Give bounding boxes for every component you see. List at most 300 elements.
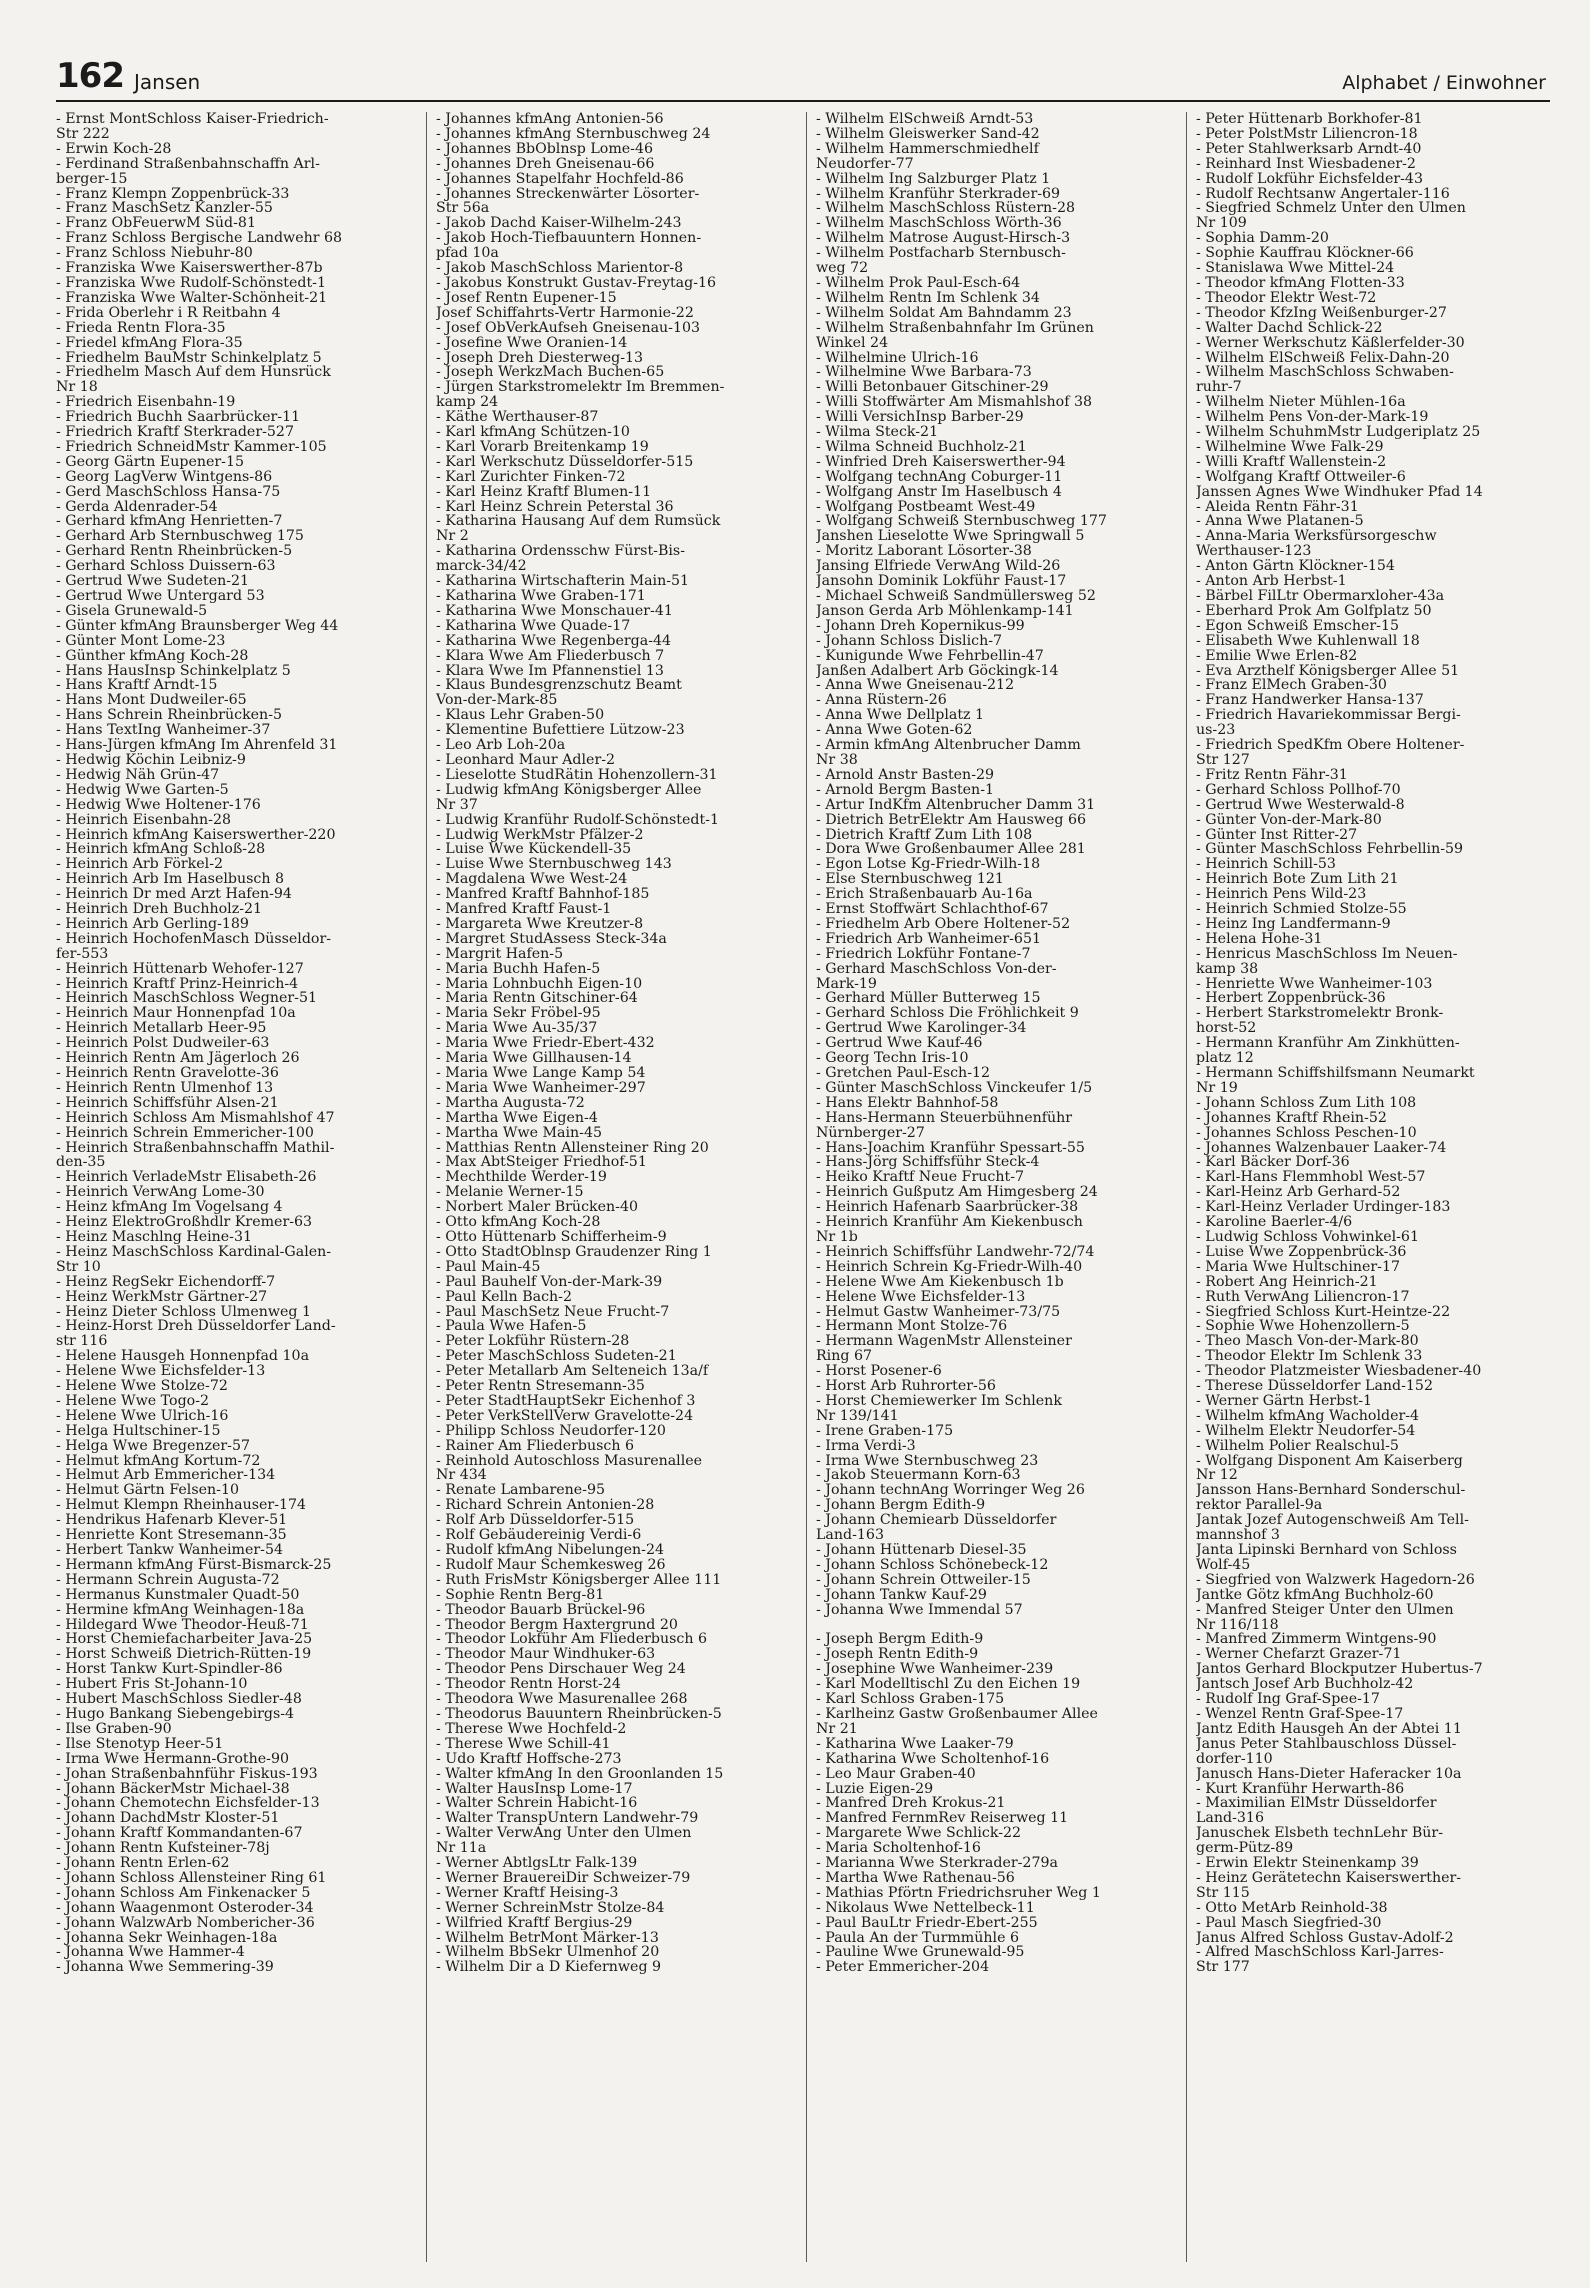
directory-entry: - Theodorus Bauuntern Rheinbrücken-5 <box>436 1706 722 1722</box>
directory-entry: - Peter StadtHauptSekr Eichenhof 3 <box>436 1393 696 1409</box>
directory-entry: - Maria Wwe Au-35/37 <box>436 1021 598 1037</box>
directory-entry: - Armin kfmAng Altenbrucher Damm <box>816 738 1081 753</box>
directory-entry: - Helene Wwe Am Kiekenbusch 1b <box>816 1274 1064 1290</box>
directory-entry: - Maria Wwe Hultschiner-17 <box>1196 1259 1401 1275</box>
directory-entry: - Winfried Dreh Kaiserswerther-94 <box>816 454 1066 470</box>
directory-entry: - Leo Maur Graben-40 <box>816 1766 976 1782</box>
directory-entry: - Manfred Dreh Krokus-21 <box>816 1796 1006 1812</box>
directory-entry: - Margret StudAssess Steck-34a <box>436 931 667 947</box>
directory-entry: - Sophie Kauffrau Klöckner-66 <box>1196 246 1414 262</box>
directory-entry: - Heinrich Schiffsführ Landwehr-72/74 <box>816 1244 1095 1260</box>
directory-entry: - Friedrich Lokführ Fontane-7 <box>816 946 1031 962</box>
directory-entry: - Anna Wwe Platanen-5 <box>1196 514 1364 530</box>
directory-entry: - Johann WalzwArb Nombericher-36 <box>56 1915 315 1931</box>
directory-entry: - Wilhelm Pens Von-der-Mark-19 <box>1196 410 1429 426</box>
directory-entry: - Willi Kraftf Wallenstein-2 <box>1196 454 1387 470</box>
directory-entry: - Wilhelm MaschSchloss Wörth-36 <box>816 216 1062 232</box>
directory-entry: - Dietrich BetrElektr Am Hausweg 66 <box>816 812 1087 828</box>
directory-entry: Wolf-45 <box>1196 1557 1251 1573</box>
directory-entry: - Ernst Stoffwärt Schlachthof-67 <box>816 902 1049 917</box>
directory-entry: - Heinrich Dreh Buchholz-21 <box>56 902 263 917</box>
directory-entry: - Helmut Gärtn Felsen-10 <box>56 1483 239 1499</box>
directory-entry: - Friedel kfmAng Flora-35 <box>56 335 243 351</box>
directory-entry: - Josef ObVerkAufseh Gneisenau-103 <box>436 320 701 336</box>
directory-entry: - Peter Lokführ Rüstern-28 <box>436 1334 630 1350</box>
directory-entry: - Johannes BbOblnsp Lome-46 <box>436 141 654 157</box>
directory-entry: - Heinrich Straßenbahnschaffn Mathil- <box>56 1140 335 1156</box>
column-divider <box>1186 112 1187 2262</box>
directory-entry: - Friedrich SchneidMstr Kammer-105 <box>56 439 327 455</box>
directory-entry: - Johann Schloss Schönebeck-12 <box>816 1557 1049 1573</box>
directory-entry: - Gretchen Paul-Esch-12 <box>816 1066 991 1081</box>
directory-entry: - Wilhelm Matrose August-Hirsch-3 <box>816 231 1071 247</box>
directory-entry: - Johann Chemiearb Düsseldorfer <box>816 1513 1057 1529</box>
directory-entry: - Sophie Wwe Hohenzollern-5 <box>1196 1319 1410 1335</box>
directory-entry: - Gerhard MaschSchloss Von-der- <box>816 961 1057 977</box>
directory-entry: - Klaus Bundesgrenzschutz Beamt <box>436 678 682 694</box>
directory-entry: - Wilhelm Dir a D Kiefernweg 9 <box>436 1960 662 1976</box>
directory-entry: - Heinrich Bote Zum Lith 21 <box>1196 872 1399 888</box>
directory-entry: - Hildegard Wwe Theodor-Heuß-71 <box>56 1617 309 1633</box>
directory-entry: - Heinrich Schiffsführ Alsen-21 <box>56 1095 279 1111</box>
directory-entry: - Wilhelm Ing Salzburger Platz 1 <box>816 171 1051 187</box>
directory-entry: - Werner BrauereiDir Schweizer-79 <box>436 1870 691 1886</box>
directory-entry: - Friedrich Buchh Saarbrücker-11 <box>56 410 301 426</box>
directory-entry: Jantak Jozef Autogenschweiß Am Tell- <box>1196 1513 1469 1529</box>
directory-entry: - Artur IndKfm Altenbrucher Damm 31 <box>816 797 1096 813</box>
directory-entry: - Heinz ElektroGroßhdlr Kremer-63 <box>56 1215 313 1230</box>
directory-entry: - Martha Wwe Main-45 <box>436 1125 603 1141</box>
directory-entry: - Friedrich SpedKfm Obere Holtener- <box>1196 738 1465 753</box>
directory-entry: - Hermann Kranführ Am Zinkhütten- <box>1196 1036 1460 1052</box>
directory-entry: - Helmut kfmAng Kortum-72 <box>56 1453 261 1469</box>
column-4 <box>1196 112 1558 2272</box>
column-2 <box>436 112 798 2272</box>
directory-entry: - Egon Lotse Kg-Friedr-Wilh-18 <box>816 857 1041 873</box>
directory-entry: - Wenzel Rentn Graf-Spee-17 <box>1196 1706 1404 1722</box>
directory-entry: - Heinrich VerladeMstr Elisabeth-26 <box>56 1170 317 1186</box>
directory-entry: - Johannes Walzenbauer Laaker-74 <box>1196 1140 1447 1156</box>
directory-entry: - Johann Schloss Dislich-7 <box>816 633 1003 649</box>
directory-entry: - Hans-Hermann Steuerbühnenführ <box>816 1110 1073 1126</box>
directory-entry: - Heinz Dieter Schloss Ulmenweg 1 <box>56 1304 312 1320</box>
directory-entry: - Josef Rentn Eupener-15 <box>436 290 617 306</box>
directory-entry: - Henriette Wwe Wanheimer-103 <box>1196 976 1433 992</box>
directory-entry: berger-15 <box>56 171 128 187</box>
directory-entry: - Rudolf Lokführ Eichsfelder-43 <box>1196 171 1423 187</box>
directory-entry: - Franz Handwerker Hansa-137 <box>1196 693 1424 709</box>
directory-entry: - Theodora Wwe Masurenallee 268 <box>436 1692 688 1707</box>
directory-entry: - Günter Von-der-Mark-80 <box>1196 812 1382 828</box>
directory-entry: - Johann Dreh Kopernikus-99 <box>816 618 1025 634</box>
directory-entry: - Friedrich Eisenbahn-19 <box>56 395 236 411</box>
directory-entry: - Maria Wwe Lange Kamp 54 <box>436 1066 646 1081</box>
directory-entry: - Luise Wwe Sternbuschweg 143 <box>436 857 672 873</box>
directory-entry: - Max AbtSteiger Friedhof-51 <box>436 1155 647 1171</box>
directory-entry: - Maria Sekr Fröbel-95 <box>436 1006 601 1022</box>
directory-entry: - Heinrich Eisenbahn-28 <box>56 812 232 828</box>
directory-entry: Nr 139/141 <box>816 1408 899 1424</box>
directory-entry: - Udo Kraftf Hoffsche-273 <box>436 1751 622 1767</box>
directory-entry: - Heinz Maschlng Heine-31 <box>56 1229 253 1245</box>
directory-entry: Jansohn Dominik Lokführ Faust-17 <box>816 574 1067 589</box>
directory-entry: - Werner Werkschutz Käßlerfelder-30 <box>1196 335 1465 351</box>
directory-entry: Str 115 <box>1196 1885 1250 1901</box>
directory-entry: - Hans-Joachim Kranführ Spessart-55 <box>816 1140 1085 1156</box>
directory-entry: - Horst Tankw Kurt-Spindler-86 <box>56 1662 283 1678</box>
directory-entry: - Gertrud Wwe Westerwald-8 <box>1196 797 1405 813</box>
directory-entry: - Anton Gärtn Klöckner-154 <box>1196 559 1395 575</box>
directory-entry: - Maria Buchh Hafen-5 <box>436 961 601 977</box>
directory-entry: fer-553 <box>56 946 109 962</box>
directory-entry: - Maximilian ElMstr Düsseldorfer <box>1196 1796 1437 1812</box>
directory-entry: - Theodor Lokführ Am Fliederbusch 6 <box>436 1632 708 1648</box>
directory-entry: - Heinrich Kraftf Prinz-Heinrich-4 <box>56 976 299 992</box>
directory-entry: Von-der-Mark-85 <box>436 693 558 709</box>
directory-entry: - Moritz Laborant Lösorter-38 <box>816 544 1032 560</box>
directory-entry: - Irma Wwe Hermann-Grothe-90 <box>56 1751 290 1767</box>
directory-entry: - Karl Schloss Graben-175 <box>816 1692 1005 1707</box>
directory-entry: - Heinrich kfmAng Kaiserswerther-220 <box>56 827 336 843</box>
directory-entry: - Helene Wwe Eichsfelder-13 <box>816 1289 1026 1305</box>
directory-entry: - Hermann Schiffshilfsmann Neumarkt <box>1196 1066 1475 1081</box>
directory-entry: - Wilhelm MaschSchloss Schwaben- <box>1196 365 1454 381</box>
directory-entry: - Gerhard Arb Sternbuschweg 175 <box>56 529 304 545</box>
directory-entry: - Gerda Aldenrader-54 <box>56 499 218 515</box>
directory-entry: Nr 2 <box>436 529 469 545</box>
directory-entry: - Johann Schrein Ottweiler-15 <box>816 1572 1031 1588</box>
directory-entry: - Wolfgang technAng Coburger-11 <box>816 469 1063 485</box>
directory-entry: - Horst Arb Ruhrorter-56 <box>816 1379 996 1394</box>
directory-entry: - Gerhard Schloss Duissern-63 <box>56 559 276 575</box>
directory-entry: pfad 10a <box>436 246 499 262</box>
directory-entry: - Karl-Heinz Arb Gerhard-52 <box>1196 1185 1401 1201</box>
directory-entry: - Gerhard Rentn Rheinbrücken-5 <box>56 544 293 560</box>
directory-entry: - Hugo Bankang Siebengebirgs-4 <box>56 1706 295 1722</box>
directory-entry: - Georg Gärtn Eupener-15 <box>56 454 245 470</box>
directory-entry: - Anna Rüstern-26 <box>816 693 947 709</box>
directory-entry: - Hermann Schrein Augusta-72 <box>56 1572 280 1588</box>
directory-entry: - Wilhelm Straßenbahnfahr Im Grünen <box>816 320 1094 336</box>
directory-entry: - Katharina Wwe Quade-17 <box>436 618 631 634</box>
directory-entry: - Georg Techn Iris-10 <box>816 1051 969 1066</box>
directory-entry: - Theodor Elektr Im Schlenk 33 <box>1196 1349 1423 1365</box>
directory-entry: - Klara Wwe Im Pfannenstiel 13 <box>436 663 664 679</box>
directory-entry: - Wilhelmine Ulrich-16 <box>816 350 979 366</box>
directory-entry: - Joseph Rentn Edith-9 <box>816 1647 979 1663</box>
directory-entry: Janus Alfred Schloss Gustav-Adolf-2 <box>1196 1930 1454 1946</box>
directory-entry: - Walter kfmAng In den Groonlanden 15 <box>436 1766 724 1782</box>
directory-entry: - Heinrich Pens Wild-23 <box>1196 887 1367 903</box>
directory-entry: - Theodor Elektr West-72 <box>1196 290 1377 306</box>
directory-entry: - Paul Kelln Bach-2 <box>436 1289 572 1305</box>
directory-entry: - Wilhelm BbSekr Ulmenhof 20 <box>436 1945 660 1961</box>
directory-entry: - Leonhard Maur Adler-2 <box>436 752 616 768</box>
directory-entry: - Theodor Bergm Haxtergrund 20 <box>436 1617 678 1633</box>
directory-entry: - Heinz Gerätetechn Kaiserswerther- <box>1196 1870 1462 1886</box>
directory-entry: - Wilhelm ElSchweiß Felix-Dahn-20 <box>1196 350 1450 366</box>
directory-entry: - Wolfgang Disponent Am Kaiserberg <box>1196 1453 1463 1469</box>
directory-entry: - Rainer Am Fliederbusch 6 <box>436 1438 635 1454</box>
directory-entry: - Wilhelm Elektr Neudorfer-54 <box>1196 1423 1416 1439</box>
directory-entry: - Theodor Platzmeister Wiesbadener-40 <box>1196 1364 1482 1380</box>
directory-entry: - Heinz RegSekr Eichendorff-7 <box>56 1274 276 1290</box>
directory-entry: - Wilhelm MaschSchloss Rüstern-28 <box>816 201 1076 217</box>
directory-entry: - Rudolf kfmAng Nibelungen-24 <box>436 1543 665 1558</box>
directory-entry: - Herbert Starkstromelektr Bronk- <box>1196 1006 1444 1022</box>
directory-entry: - Gertrud Wwe Karolinger-34 <box>816 1021 1027 1037</box>
directory-entry: - Gerhard Müller Butterweg 15 <box>816 991 1041 1007</box>
directory-entry: - Frida Oberlehr i R Reitbahn 4 <box>56 305 281 321</box>
directory-entry: - Jakob Steuermann Korn-63 <box>816 1468 1021 1484</box>
directory-entry: - Hermann Mont Stolze-76 <box>816 1319 1008 1335</box>
directory-entry: Str 177 <box>1196 1960 1250 1976</box>
directory-entry: - Theodor Pens Dirschauer Weg 24 <box>436 1662 686 1678</box>
directory-entry: - Jakob Dachd Kaiser-Wilhelm-243 <box>436 216 682 232</box>
directory-entry: Jantke Götz kfmAng Buchholz-60 <box>1196 1587 1434 1603</box>
directory-entry: - Philipp Schloss Neudorfer-120 <box>436 1423 666 1439</box>
directory-entry: - Arnold Anstr Basten-29 <box>816 767 995 783</box>
directory-entry: - Werner SchreinMstr Stolze-84 <box>436 1900 665 1916</box>
directory-entry: - Käthe Werthauser-87 <box>436 410 599 426</box>
directory-entry: horst-52 <box>1196 1021 1257 1037</box>
directory-entry: - Heinz WerkMstr Gärtner-27 <box>56 1289 268 1305</box>
directory-entry: ruhr-7 <box>1196 380 1242 396</box>
directory-entry: - Helene Wwe Eichsfelder-13 <box>56 1364 266 1380</box>
directory-entry: - Heinrich Dr med Arzt Hafen-94 <box>56 887 292 903</box>
directory-entry: - Wilma Steck-21 <box>816 425 939 440</box>
directory-entry: - Manfred Kraftf Faust-1 <box>436 902 612 917</box>
directory-entry: - Ludwig kfmAng Königsberger Allee <box>436 782 702 798</box>
directory-entry: Jansing Elfriede VerwAng Wild-26 <box>816 559 1061 575</box>
directory-entry: Nürnberger-27 <box>816 1125 925 1141</box>
directory-entry: - Heinz MaschSchloss Kardinal-Galen- <box>56 1244 332 1260</box>
directory-entry: - Heinrich Maur Honnenpfad 10a <box>56 1006 296 1022</box>
directory-entry: - Heinrich Arb Gerling-189 <box>56 916 249 932</box>
directory-entry: - Josefine Wwe Oranien-14 <box>436 335 628 351</box>
directory-entry: - Theodor Bauarb Brückel-96 <box>436 1602 646 1618</box>
directory-entry: - Mathias Pförtn Friedrichsruher Weg 1 <box>816 1885 1101 1901</box>
directory-entry: - Martha Wwe Eigen-4 <box>436 1110 598 1126</box>
directory-entry: Nr 12 <box>1196 1468 1238 1484</box>
directory-entry: - Henricus MaschSchloss Im Neuen- <box>1196 946 1458 962</box>
directory-entry: - Heinrich Schrein Emmericher-100 <box>56 1125 314 1141</box>
directory-entry: - Hermann WagenMstr Allensteiner <box>816 1334 1072 1350</box>
directory-entry: - Katharina Hausang Auf dem Rumsück <box>436 514 721 530</box>
directory-entry: - Hans Schrein Rheinbrücken-5 <box>56 708 283 724</box>
directory-entry: - Paula Wwe Hafen-5 <box>436 1319 587 1335</box>
directory-entry: - Maria Lohnbuchh Eigen-10 <box>436 976 643 992</box>
directory-entry: - Werner AbtlgsLtr Falk-139 <box>436 1856 638 1871</box>
directory-entry: - Friedhelm Masch Auf dem Hunsrück <box>56 365 331 381</box>
directory-entry: - Martha Augusta-72 <box>436 1095 585 1111</box>
directory-entry: - Herbert Tankw Wanheimer-54 <box>56 1543 284 1558</box>
directory-entry: Nr 116/118 <box>1196 1617 1279 1633</box>
directory-entry: - Elisabeth Wwe Kuhlenwall 18 <box>1196 633 1420 649</box>
directory-entry: - Peter VerkStellVerw Gravelotte-24 <box>436 1408 694 1424</box>
directory-entry: Janssen Agnes Wwe Windhuker Pfad 14 <box>1196 484 1483 500</box>
directory-columns <box>56 112 1556 2272</box>
directory-entry: - Günther kfmAng Koch-28 <box>56 648 249 664</box>
directory-entry: - Peter Emmericher-204 <box>816 1960 990 1976</box>
directory-entry: - Johanna Wwe Immendal 57 <box>816 1602 1023 1618</box>
directory-entry: - Anna-Maria Werksfürsorgeschw <box>1196 529 1437 545</box>
directory-entry: - Hans-Jürgen kfmAng Im Ährenfeld 31 <box>56 738 338 753</box>
directory-entry: - Wilhelm Soldat Am Bahndamm 23 <box>816 305 1072 321</box>
directory-entry: - Klara Wwe Am Fliederbusch 7 <box>436 648 665 664</box>
directory-entry: - Heinrich Arb Im Haselbusch 8 <box>56 872 285 888</box>
directory-entry: - Günter Mont Lome-23 <box>56 633 226 649</box>
directory-entry: - Heinrich Schill-53 <box>1196 857 1336 873</box>
directory-entry: - Helene Hausgeh Honnenpfad 10a <box>56 1349 310 1365</box>
directory-entry: - Hedwig Wwe Holtener-176 <box>56 797 261 813</box>
directory-entry: - Karl kfmAng Schützen-10 <box>436 425 630 440</box>
directory-entry: - Helene Wwe Ulrich-16 <box>56 1408 229 1424</box>
directory-entry: platz 12 <box>1196 1051 1254 1066</box>
directory-entry: - Johannes Schloss Peschen-10 <box>1196 1125 1417 1141</box>
directory-entry: - Friedhelm BauMstr Schinkelplatz 5 <box>56 350 322 366</box>
directory-entry: - Johanna Wwe Semmering-39 <box>56 1960 274 1976</box>
page-name: Jansen <box>134 70 201 94</box>
directory-entry: - Karl Vorarb Breitenkamp 19 <box>436 439 649 455</box>
directory-entry: - Reinhard Inst Wiesbadener-2 <box>1196 156 1416 172</box>
directory-entry: Ring 67 <box>816 1349 873 1365</box>
directory-entry: - Therese Wwe Hochfeld-2 <box>436 1721 627 1737</box>
column-divider <box>806 112 807 2262</box>
directory-entry: - Heinrich Schloss Am Mismahlshof 47 <box>56 1110 335 1126</box>
directory-entry: - Eberhard Prok Am Golfplatz 50 <box>1196 603 1432 619</box>
directory-entry: Janta Lipinski Bernhard von Schloss <box>1196 1543 1457 1558</box>
directory-entry: - Helene Wwe Togo-2 <box>56 1393 210 1409</box>
directory-entry: - Heiko Kraftf Neue Frucht-7 <box>816 1170 1025 1186</box>
page-number: 162 <box>56 56 124 96</box>
directory-entry: - Franz ObFeuerwM Süd-81 <box>56 216 256 232</box>
directory-entry: - Karl Bäcker Dorf-36 <box>1196 1155 1350 1171</box>
directory-entry: - Karoline Baerler-4/6 <box>1196 1215 1353 1230</box>
directory-entry: - Ilse Stenotyp Heer-51 <box>56 1736 224 1752</box>
directory-entry: - Johanna Wwe Hammer-4 <box>56 1945 245 1961</box>
directory-entry: - Norbert Maler Brücken-40 <box>436 1200 638 1216</box>
directory-entry: - Matthias Rentn Allensteiner Ring 20 <box>436 1140 709 1156</box>
directory-entry: - Lieselotte StudRätin Hohenzollern-31 <box>436 767 718 783</box>
directory-entry: - Ludwig Schloss Vohwinkel-61 <box>1196 1229 1419 1245</box>
directory-entry: - Joseph Bergm Edith-9 <box>816 1632 984 1648</box>
directory-entry: - Heinrich VerwAng Lome-30 <box>56 1185 265 1201</box>
directory-entry: - Otto StadtOblnsp Graudenzer Ring 1 <box>436 1244 712 1260</box>
directory-entry: Janshen Lieselotte Wwe Springwall 5 <box>816 529 1085 545</box>
directory-entry: - Magdalena Wwe West-24 <box>436 872 628 888</box>
directory-entry: - Johannes kfmAng Antonien-56 <box>436 112 664 127</box>
directory-entry: - Heinz Ing Landfermann-9 <box>1196 916 1391 932</box>
directory-entry: Nr 109 <box>1196 216 1247 232</box>
directory-entry <box>816 1618 1178 1633</box>
directory-entry: - Johann DachdMstr Kloster-51 <box>56 1811 280 1827</box>
directory-entry: - Heinrich Gußputz Am Himgesberg 24 <box>816 1185 1098 1201</box>
directory-entry: - Heinrich Hafenarb Saarbrücker-38 <box>816 1200 1079 1216</box>
directory-entry: - Else Sternbuschweg 121 <box>816 872 1004 888</box>
directory-entry: - Johann Rentn Erlen-62 <box>56 1856 230 1871</box>
directory-entry: - Willi Betonbauer Gitschiner-29 <box>816 380 1049 396</box>
directory-entry: - Sophia Damm-20 <box>1196 231 1329 247</box>
directory-entry: - Katharina Ordensschw Fürst-Bis- <box>436 544 685 560</box>
directory-entry: - Johann Waagenmont Osteroder-34 <box>56 1900 314 1916</box>
directory-entry: - Heinrich Metallarb Heer-95 <box>56 1021 267 1037</box>
directory-entry: den-35 <box>56 1155 106 1171</box>
directory-entry: - Otto MetArb Reinhold-38 <box>1196 1900 1388 1916</box>
directory-entry: - Heinrich HochofenMasch Düsseldor- <box>56 931 332 947</box>
directory-entry: - Maria Wwe Friedr-Ebert-432 <box>436 1036 655 1052</box>
directory-entry: - Günter kfmAng Braunsberger Weg 44 <box>56 618 339 634</box>
directory-entry: - Hubert MaschSchloss Siedler-48 <box>56 1692 302 1707</box>
directory-entry: - Pauline Wwe Grunewald-95 <box>816 1945 1025 1961</box>
directory-entry: - Kurt Kranführ Herwarth-86 <box>1196 1781 1405 1797</box>
directory-entry: - Peter MaschSchloss Sudeten-21 <box>436 1349 677 1365</box>
directory-entry: - Horst Posener-6 <box>816 1364 942 1380</box>
directory-entry: - Johann Schloss Zum Lith 108 <box>1196 1095 1417 1111</box>
directory-entry: Str 10 <box>56 1259 101 1275</box>
directory-entry: - Luise Wwe Zoppenbrück-36 <box>1196 1244 1407 1260</box>
directory-entry: - Manfred Kraftf Bahnhof-185 <box>436 887 650 903</box>
directory-entry: - Wilhelm Nieter Mühlen-16a <box>1196 395 1406 411</box>
directory-entry: - Bärbel FilLtr Obermarxloher-43a <box>1196 589 1445 604</box>
directory-entry: - Richard Schrein Antonien-28 <box>436 1498 655 1514</box>
directory-entry: - Theodor Maur Windhuker-63 <box>436 1647 656 1663</box>
directory-entry: - Willi VersichInsp Barber-29 <box>816 410 1024 426</box>
directory-entry: - Wilhelm Hammerschmiedhelf <box>816 141 1039 157</box>
directory-entry: Land-163 <box>816 1528 884 1543</box>
directory-entry: - Horst Chemiewerker Im Schlenk <box>816 1393 1062 1409</box>
directory-entry: - Johann Kraftf Kommandanten-67 <box>56 1826 303 1842</box>
directory-entry: Nr 19 <box>1196 1080 1238 1096</box>
directory-entry: - Johann Rentn Kufsteiner-78j <box>56 1841 270 1857</box>
directory-entry: - Wilhelm BetrMont Märker-13 <box>436 1930 659 1946</box>
directory-entry: - Wilhelm Kranführ Sterkrader-69 <box>816 186 1061 202</box>
directory-entry: - Rudolf Maur Schemkesweg 26 <box>436 1557 666 1573</box>
directory-entry: - Franziska Wwe Rudolf-Schönstedt-1 <box>56 275 326 291</box>
directory-entry: - Paul Bauhelf Von-der-Mark-39 <box>436 1274 663 1290</box>
directory-entry: - Johannes Stapelfahr Hochfeld-86 <box>436 171 684 187</box>
directory-entry: - Gerhard kfmAng Henrietten-7 <box>56 514 283 530</box>
directory-entry: Nr 1b <box>816 1229 858 1245</box>
directory-entry: - Hedwig Näh Grün-47 <box>56 767 220 783</box>
directory-entry: - Wilhelmine Wwe Falk-29 <box>1196 439 1384 455</box>
directory-entry: - Karlheinz Gastw Großenbaumer Allee <box>816 1706 1098 1722</box>
directory-entry: - Margareta Wwe Kreutzer-8 <box>436 916 644 932</box>
directory-entry: - Margrit Hafen-5 <box>436 946 564 962</box>
directory-entry: - Frieda Rentn Flora-35 <box>56 320 226 336</box>
directory-entry: - Gerhard Schloss Die Fröhlichkeit 9 <box>816 1006 1079 1022</box>
directory-entry: - Heinrich Arb Förkel-2 <box>56 857 224 873</box>
directory-entry: - Arnold Bergm Basten-1 <box>816 782 995 798</box>
directory-entry: - Helmut Gastw Wanheimer-73/75 <box>816 1304 1061 1320</box>
directory-entry: - Theodor Rentn Horst-24 <box>436 1677 621 1693</box>
directory-entry: - Heinrich kfmAng Schloß-28 <box>56 842 266 858</box>
directory-entry: - Gerhard Schloss Pollhof-70 <box>1196 782 1401 798</box>
directory-entry: - Walter Dachd Schlick-22 <box>1196 320 1383 336</box>
directory-entry: - Franz Klempn Zoppenbrück-33 <box>56 186 290 202</box>
directory-entry: - Günter MaschSchloss Fehrbellin-59 <box>1196 842 1464 858</box>
directory-entry: - Karl-Hans Flemmhobl West-57 <box>1196 1170 1426 1186</box>
directory-entry: - Helmut Klempn Rheinhauser-174 <box>56 1498 307 1514</box>
directory-entry: - Gertrud Wwe Sudeten-21 <box>56 574 250 589</box>
directory-entry: - Ruth FrisMstr Königsberger Allee 111 <box>436 1572 722 1588</box>
directory-entry: - Johann Tankw Kauf-29 <box>816 1587 987 1603</box>
directory-entry: - Wolfgang Postbeamt West-49 <box>816 499 1036 515</box>
directory-entry: - Erich Straßenbauarb Au-16a <box>816 887 1033 903</box>
directory-entry: - Heinz kfmAng Im Vogelsang 4 <box>56 1200 283 1216</box>
directory-entry: - Wilhelm kfmAng Wacholder-4 <box>1196 1408 1420 1424</box>
directory-entry: - Johan Straßenbahnführ Fiskus-193 <box>56 1766 318 1782</box>
